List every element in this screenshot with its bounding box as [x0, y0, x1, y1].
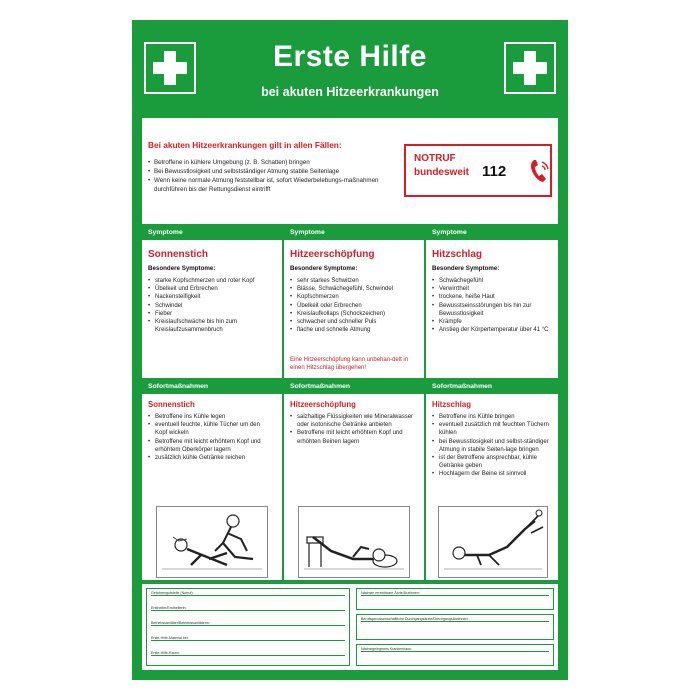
emergency-number: 112	[482, 163, 507, 180]
symptoms-band: Symptome	[148, 229, 183, 236]
form-box-right-bottom	[356, 644, 554, 666]
column-subheading: Besondere Symptome:	[148, 265, 216, 272]
symptom-list	[432, 277, 552, 334]
form-field[interactable]: Betriebssanitäter/Betriebssanitäterin:	[151, 621, 345, 626]
form-field[interactable]: Nächstgelegenes Krankenhaus:	[361, 647, 549, 652]
list-item: • schwacher und schneller Puls	[290, 318, 414, 326]
list-item: • bei Bewusstlosigkeit und selbst-ständiger Atmung in stabile Seiten-lage bringen	[432, 438, 554, 454]
column-title: Sonnenstich	[148, 400, 195, 409]
symptoms-column-hitzeerschoepfung	[284, 240, 424, 378]
list-item: • salzhaltige Flüssigkeiten wie Mineralwasser oder isotonische Getränke anbieten	[290, 413, 414, 429]
measures-column-hitzschlag	[426, 394, 558, 580]
telephone-icon	[528, 158, 550, 184]
first-aid-illustration	[438, 506, 548, 578]
symptoms-column-hitzschlag	[426, 240, 558, 378]
symptoms-band: Symptome	[290, 229, 325, 236]
measures-list	[290, 413, 414, 446]
first-aid-poster	[132, 20, 568, 680]
measures-column-hitzeerschoepfung	[284, 394, 424, 580]
column-title: Hitzschlag	[432, 400, 471, 409]
list-item: • Anstieg der Körpertemperatur über 41 °C	[432, 326, 552, 334]
list-item: • Wenn keine normale Atmung feststellbar ist, sofort Wiederbelebungs-maßnahmen durchführen bis der Rettungsdienst eintrifft	[148, 176, 396, 194]
symptoms-column-sonnenstich	[142, 240, 282, 378]
form-box-right-top	[356, 588, 554, 610]
list-item: • flache und schnelle Atmung	[290, 326, 414, 334]
form-field[interactable]: Erste-Hilfe-Raum:	[151, 651, 345, 656]
list-item: • starke Kopfschmerzen und roter Kopf	[148, 277, 272, 285]
list-item: • Hochlagern der Beine ist sinnvoll	[432, 470, 554, 478]
list-item: • trockene, heiße Haut	[432, 293, 552, 301]
list-item: • Kopfschmerzen	[290, 293, 414, 301]
list-item: • ist der Betroffene ansprechbar, kühle Getränke geben	[432, 454, 554, 470]
column-title: Hitzschlag	[432, 249, 483, 260]
first-aid-illustration	[298, 506, 410, 578]
column-title: Hitzeerschöpfung	[290, 249, 375, 260]
list-item: • Kreislaufschwäche bis hin zum Kreislaufzusammenbruch	[148, 318, 272, 334]
column-subheading: Besondere Symptome:	[290, 265, 358, 272]
form-field[interactable]: Erste-Hilfe-Material bei:	[151, 636, 345, 641]
column-title: Sonnenstich	[148, 249, 209, 260]
emergency-call-box	[404, 144, 552, 197]
general-info-panel	[142, 118, 558, 224]
form-field[interactable]: Gefahrengutstelle (Notruf):	[151, 591, 345, 596]
list-item: • Schwindel	[148, 302, 272, 310]
list-item: • Bei Bewusstlosigkeit und selbstständiger Atmung stabile Seitenlage	[148, 167, 396, 176]
measures-column-sonnenstich	[142, 394, 282, 580]
emergency-label: NOTRUF	[414, 153, 456, 164]
list-item: • sehr starkes Schwitzen	[290, 277, 414, 285]
list-item: • Übelkeit oder Erbrechen	[290, 302, 414, 310]
symptoms-band: Symptome	[432, 229, 467, 236]
general-info-list	[148, 158, 396, 194]
list-item: • Betroffene mit leicht erhöhtem Kopf und erhöhten Beinen lagern	[290, 429, 414, 445]
symptom-list	[148, 277, 272, 334]
list-item: • Bewusstseinsstörungen bis hin zur Bewusstlosigkeit	[432, 302, 552, 318]
list-item: • Krämpfe	[432, 318, 552, 326]
form-field[interactable]: Berufsgenossenschaftliche Durchgangsärzte/Durchgangsärztinnen:	[361, 617, 549, 622]
column-title: Hitzeerschöpfung	[290, 400, 356, 409]
list-item: • Fieber	[148, 310, 272, 318]
measures-list	[148, 413, 272, 462]
measures-list	[432, 413, 554, 479]
column-subheading: Besondere Symptome:	[432, 265, 500, 272]
list-item: • Betroffene ins Kühle legen	[148, 413, 272, 421]
list-item: • Betroffene ins Kühle bringen	[432, 413, 554, 421]
symptom-list	[290, 277, 414, 334]
list-item: • Blässe, Schwächegefühl, Schwindel	[290, 285, 414, 293]
list-item: • zusätzlich kühle Getränke reichen	[148, 454, 272, 462]
list-item: • Verwirrtheit	[432, 285, 552, 293]
poster-subtitle: bei akuten Hitzeerkrankungen	[261, 85, 439, 99]
list-item: • Kreislaufkollaps (Schockzeichen)	[290, 310, 414, 318]
measures-band: Sofortmaßnahmen	[290, 383, 351, 390]
measures-band: Sofortmaßnahmen	[432, 383, 493, 390]
form-field[interactable]: Nächste erreichbare Ärzte/Ärztinnen:	[361, 591, 549, 596]
warning-text: Eine Hitzeerschöpfung kann unbehan-delt in einen Hitzschlag übergehen!	[290, 357, 409, 371]
poster-title: Erste Hilfe	[273, 40, 427, 73]
first-aid-illustration	[156, 506, 268, 578]
contact-form-panel	[142, 584, 558, 670]
list-item: • Betroffene in kühlere Umgebung (z. B. Schatten) bringen	[148, 158, 396, 167]
emergency-sublabel: bundesweit	[414, 167, 470, 178]
list-item: • Nackensteifigkeit	[148, 293, 272, 301]
list-item: • eventuell zusätzlich mit feuchten Tüchern kühlen	[432, 421, 554, 437]
list-item: • Schwächegefühl	[432, 277, 552, 285]
measures-band: Sofortmaßnahmen	[148, 383, 209, 390]
list-item: • Betroffene mit leicht erhöhtem Kopf und erhöhtem Oberkörper lagern	[148, 438, 272, 454]
form-box-right-mid	[356, 614, 554, 640]
form-field[interactable]: Ersthelfer/Ersthelferin:	[151, 606, 345, 611]
list-item: • eventuell feuchte, kühle Tücher um den Kopf wickeln	[148, 421, 272, 437]
list-item: • Übelkeit und Erbrechen	[148, 285, 272, 293]
form-box-left	[146, 588, 350, 666]
general-info-heading: Bei akuten Hitzeerkrankungen gilt in allen Fällen:	[148, 140, 342, 150]
